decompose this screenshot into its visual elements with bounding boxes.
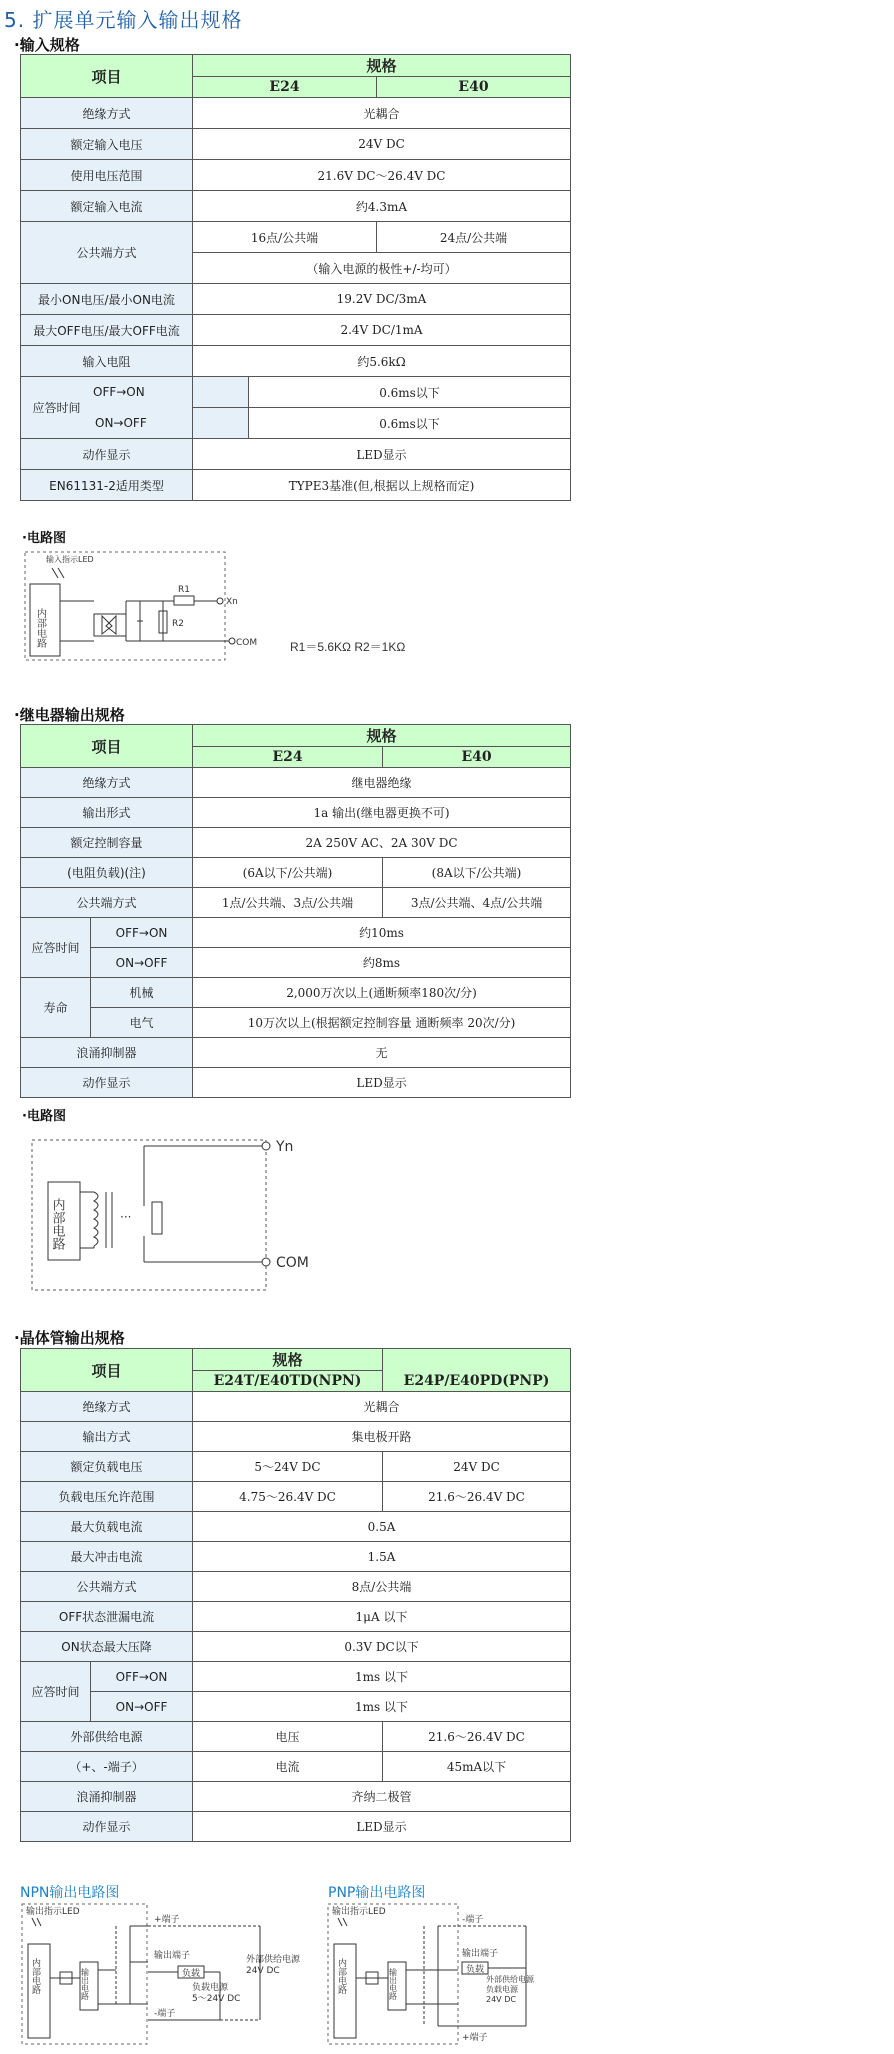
row-label: 外部供给电源 (21, 1722, 193, 1752)
relay-spec-heading: ·继电器输出规格 (14, 706, 125, 724)
row-value: 45mA以下 (383, 1752, 571, 1782)
row-value: 24V DC (383, 1452, 571, 1482)
row-label: 公共端方式 (21, 1572, 193, 1602)
npn-load-power-label: 负载电源 (192, 1983, 229, 1993)
row-value: LED显示 (193, 1068, 571, 1098)
row-sublabel: 电压 (193, 1722, 383, 1752)
xn-label: Xn (226, 597, 238, 607)
row-value: 约4.3mA (193, 191, 571, 222)
pnp-circuit-diagram (326, 1900, 576, 2054)
row-label: 输入电阻 (21, 346, 193, 377)
row-label: 动作显示 (21, 1068, 193, 1098)
row-value: (6A以下/公共端) (193, 858, 383, 888)
row-label: 浪涌抑制器 (21, 1038, 193, 1068)
row-value: 5～24V DC (193, 1452, 383, 1482)
npn-load-label: 负载 (182, 1969, 201, 1979)
relay-inner-label: 内部电路 (49, 1198, 65, 1250)
row-sublabel: OFF→ON (91, 918, 193, 948)
r1-label: R1 (178, 585, 190, 595)
col-model-e24: E24 (193, 77, 377, 98)
npn-out-circuit-label: 输出电路 (80, 1968, 90, 2000)
col-spec: 规格 (193, 1349, 383, 1371)
row-label: 额定输入电压 (21, 129, 193, 160)
pnp-out-circuit-label: 输出电路 (388, 1968, 398, 2000)
row-label: 最大负载电流 (21, 1512, 193, 1542)
pnp-minus-label: -端子 (462, 1915, 484, 1925)
transistor-spec-table (20, 1348, 571, 1842)
npn-plus-label: +端子 (154, 1915, 180, 1925)
row-label: 最大OFF电压/最大OFF电流 (21, 315, 193, 346)
row-label: 动作显示 (21, 1812, 193, 1842)
row-label: 绝缘方式 (21, 1392, 193, 1422)
row-value: 21.6～26.4V DC (383, 1482, 571, 1512)
row-label: 应答时间 (21, 1662, 91, 1722)
col-model-e40: E40 (377, 77, 571, 98)
page-title: 5. 扩展单元输入输出规格 (4, 8, 243, 32)
resistor-values: R1＝5.6KΩ R2＝1KΩ (290, 640, 406, 654)
npn-circuit-title: NPN输出电路图 (20, 1885, 120, 1901)
col-model-e24: E24 (193, 747, 383, 768)
row-value: 1点/公共端、3点/公共端 (193, 888, 383, 918)
row-value: 24点/公共端 (377, 222, 571, 253)
row-label: ON状态最大压降 (21, 1632, 193, 1662)
row-value: 光耦合 (193, 1392, 571, 1422)
npn-out-label: 输出端子 (154, 1951, 191, 1961)
com-label: COM (236, 638, 258, 648)
row-value: 3点/公共端、4点/公共端 (383, 888, 571, 918)
row-label: EN61131-2适用类型 (21, 470, 193, 501)
col-item: 项目 (21, 55, 193, 98)
row-value: 齐纳二极管 (193, 1782, 571, 1812)
row-sublabel: ON→OFF (91, 948, 193, 978)
row-value: 集电极开路 (193, 1422, 571, 1452)
relay-com-label: COM (276, 1255, 309, 1271)
row-value: 0.6ms以下 (249, 377, 571, 408)
row-value: TYPE3基准(但,根据以上规格而定) (193, 470, 571, 501)
col-model-pnp: E24P/E40PD(PNP) (383, 1371, 571, 1392)
pnp-ext-label: 外部供给电源 (486, 1975, 534, 1984)
row-value: (8A以下/公共端) (383, 858, 571, 888)
row-value: 21.6V DC～26.4V DC (193, 160, 571, 191)
svg-text:···: ··· (120, 1210, 132, 1224)
transistor-spec-heading: ·晶体管输出规格 (14, 1329, 125, 1347)
row-label: 绝缘方式 (21, 768, 193, 798)
col-spec: 规格 (193, 55, 571, 77)
r2-label: R2 (172, 619, 184, 629)
pnp-inner-label: 内部电路 (336, 1958, 346, 1994)
pnp-plus-label: +端子 (462, 2033, 488, 2043)
relay-circuit-heading: ·电路图 (22, 1109, 66, 1124)
row-value: 无 (193, 1038, 571, 1068)
row-value: 0.3V DC以下 (193, 1632, 571, 1662)
inner-circuit-label: 内部电路 (34, 608, 46, 648)
row-label: 绝缘方式 (21, 98, 193, 129)
yn-label: Yn (276, 1139, 294, 1155)
row-label: 额定负载电压 (21, 1452, 193, 1482)
row-value: 2,000万次以上(通断频率180次/分) (193, 978, 571, 1008)
row-sublabel: ON→OFF (91, 1692, 193, 1722)
row-sublabel: ON→OFF (193, 408, 249, 439)
relay-spec-table (20, 724, 571, 1098)
npn-ext-value: 24V DC (246, 1966, 280, 1976)
input-circuit-heading: ·电路图 (22, 531, 66, 546)
pnp-out-label: 输出端子 (462, 1949, 499, 1959)
row-value: 1ms 以下 (193, 1692, 571, 1722)
row-label: （+、-端子） (21, 1752, 193, 1782)
row-label: 输出方式 (21, 1422, 193, 1452)
row-label: 应答时间 (21, 918, 91, 978)
input-spec-heading: ·输入规格 (14, 36, 80, 54)
pnp-ext-value: 负载电源 (486, 1985, 518, 1994)
row-label: 应答时间 (21, 377, 193, 439)
npn-led-label: 输出指示LED (26, 1907, 80, 1917)
row-sublabel: OFF→ON (193, 377, 249, 408)
row-value: 1μA 以下 (193, 1602, 571, 1632)
row-value: 10万次以上(根据额定控制容量 通断频率 20次/分) (193, 1008, 571, 1038)
row-value: 8点/公共端 (193, 1572, 571, 1602)
input-spec-table (20, 54, 571, 501)
row-label: 公共端方式 (21, 888, 193, 918)
input-led-label: 输入指示LED (46, 555, 94, 564)
npn-ext-label: 外部供给电源 (246, 1955, 301, 1965)
col-model-npn: E24T/E40TD(NPN) (193, 1371, 383, 1392)
pnp-ext-voltage: 24V DC (486, 1995, 516, 2004)
row-label: 浪涌抑制器 (21, 1782, 193, 1812)
row-value: 24V DC (193, 129, 571, 160)
row-label: (电阻负载)(注) (21, 858, 193, 888)
col-model-e40: E40 (383, 747, 571, 768)
row-value: 0.6ms以下 (249, 408, 571, 439)
row-value: 光耦合 (193, 98, 571, 129)
row-sublabel: 电流 (193, 1752, 383, 1782)
row-value: 2.4V DC/1mA (193, 315, 571, 346)
col-spec-blank (383, 1349, 571, 1371)
row-value: 1a 输出(继电器更换不可) (193, 798, 571, 828)
row-value: 继电器绝缘 (193, 768, 571, 798)
row-value: 0.5A (193, 1512, 571, 1542)
row-value: 4.75～26.4V DC (193, 1482, 383, 1512)
row-value: 约10ms (193, 918, 571, 948)
row-value: 16点/公共端 (193, 222, 377, 253)
row-value: 约8ms (193, 948, 571, 978)
npn-load-power-value: 5～24V DC (192, 1994, 241, 2004)
row-value: 19.2V DC/3mA (193, 284, 571, 315)
npn-circuit-diagram (20, 1900, 320, 2054)
row-value: LED显示 (193, 1812, 571, 1842)
row-label: 动作显示 (21, 439, 193, 470)
row-sublabel: OFF→ON (91, 1662, 193, 1692)
row-label: 最小ON电压/最小ON电流 (21, 284, 193, 315)
row-sublabel: 电气 (91, 1008, 193, 1038)
row-value: LED显示 (193, 439, 571, 470)
col-spec: 规格 (193, 725, 571, 747)
row-label: OFF状态泄漏电流 (21, 1602, 193, 1632)
col-item: 项目 (21, 1349, 193, 1392)
row-label: 额定输入电流 (21, 191, 193, 222)
row-value: （输入电源的极性+/-均可） (193, 253, 571, 284)
row-value: 约5.6kΩ (193, 346, 571, 377)
row-sublabel: 机械 (91, 978, 193, 1008)
col-item: 项目 (21, 725, 193, 768)
row-value: 2A 250V AC、2A 30V DC (193, 828, 571, 858)
row-label: 输出形式 (21, 798, 193, 828)
row-label: 公共端方式 (21, 222, 193, 284)
npn-minus-label: -端子 (154, 2009, 176, 2019)
row-value: 1.5A (193, 1542, 571, 1572)
row-label: 寿命 (21, 978, 91, 1038)
row-value: 1ms 以下 (193, 1662, 571, 1692)
pnp-led-label: 输出指示LED (332, 1907, 386, 1917)
row-label: 负载电压允许范围 (21, 1482, 193, 1512)
row-label: 额定控制容量 (21, 828, 193, 858)
row-value: 21.6～26.4V DC (383, 1722, 571, 1752)
pnp-load-label: 负载 (466, 1965, 485, 1975)
npn-inner-label: 内部电路 (30, 1958, 40, 1994)
row-label: 使用电压范围 (21, 160, 193, 191)
relay-circuit-diagram (28, 1136, 338, 1300)
pnp-circuit-title: PNP输出电路图 (328, 1885, 426, 1901)
row-label: 最大冲击电流 (21, 1542, 193, 1572)
